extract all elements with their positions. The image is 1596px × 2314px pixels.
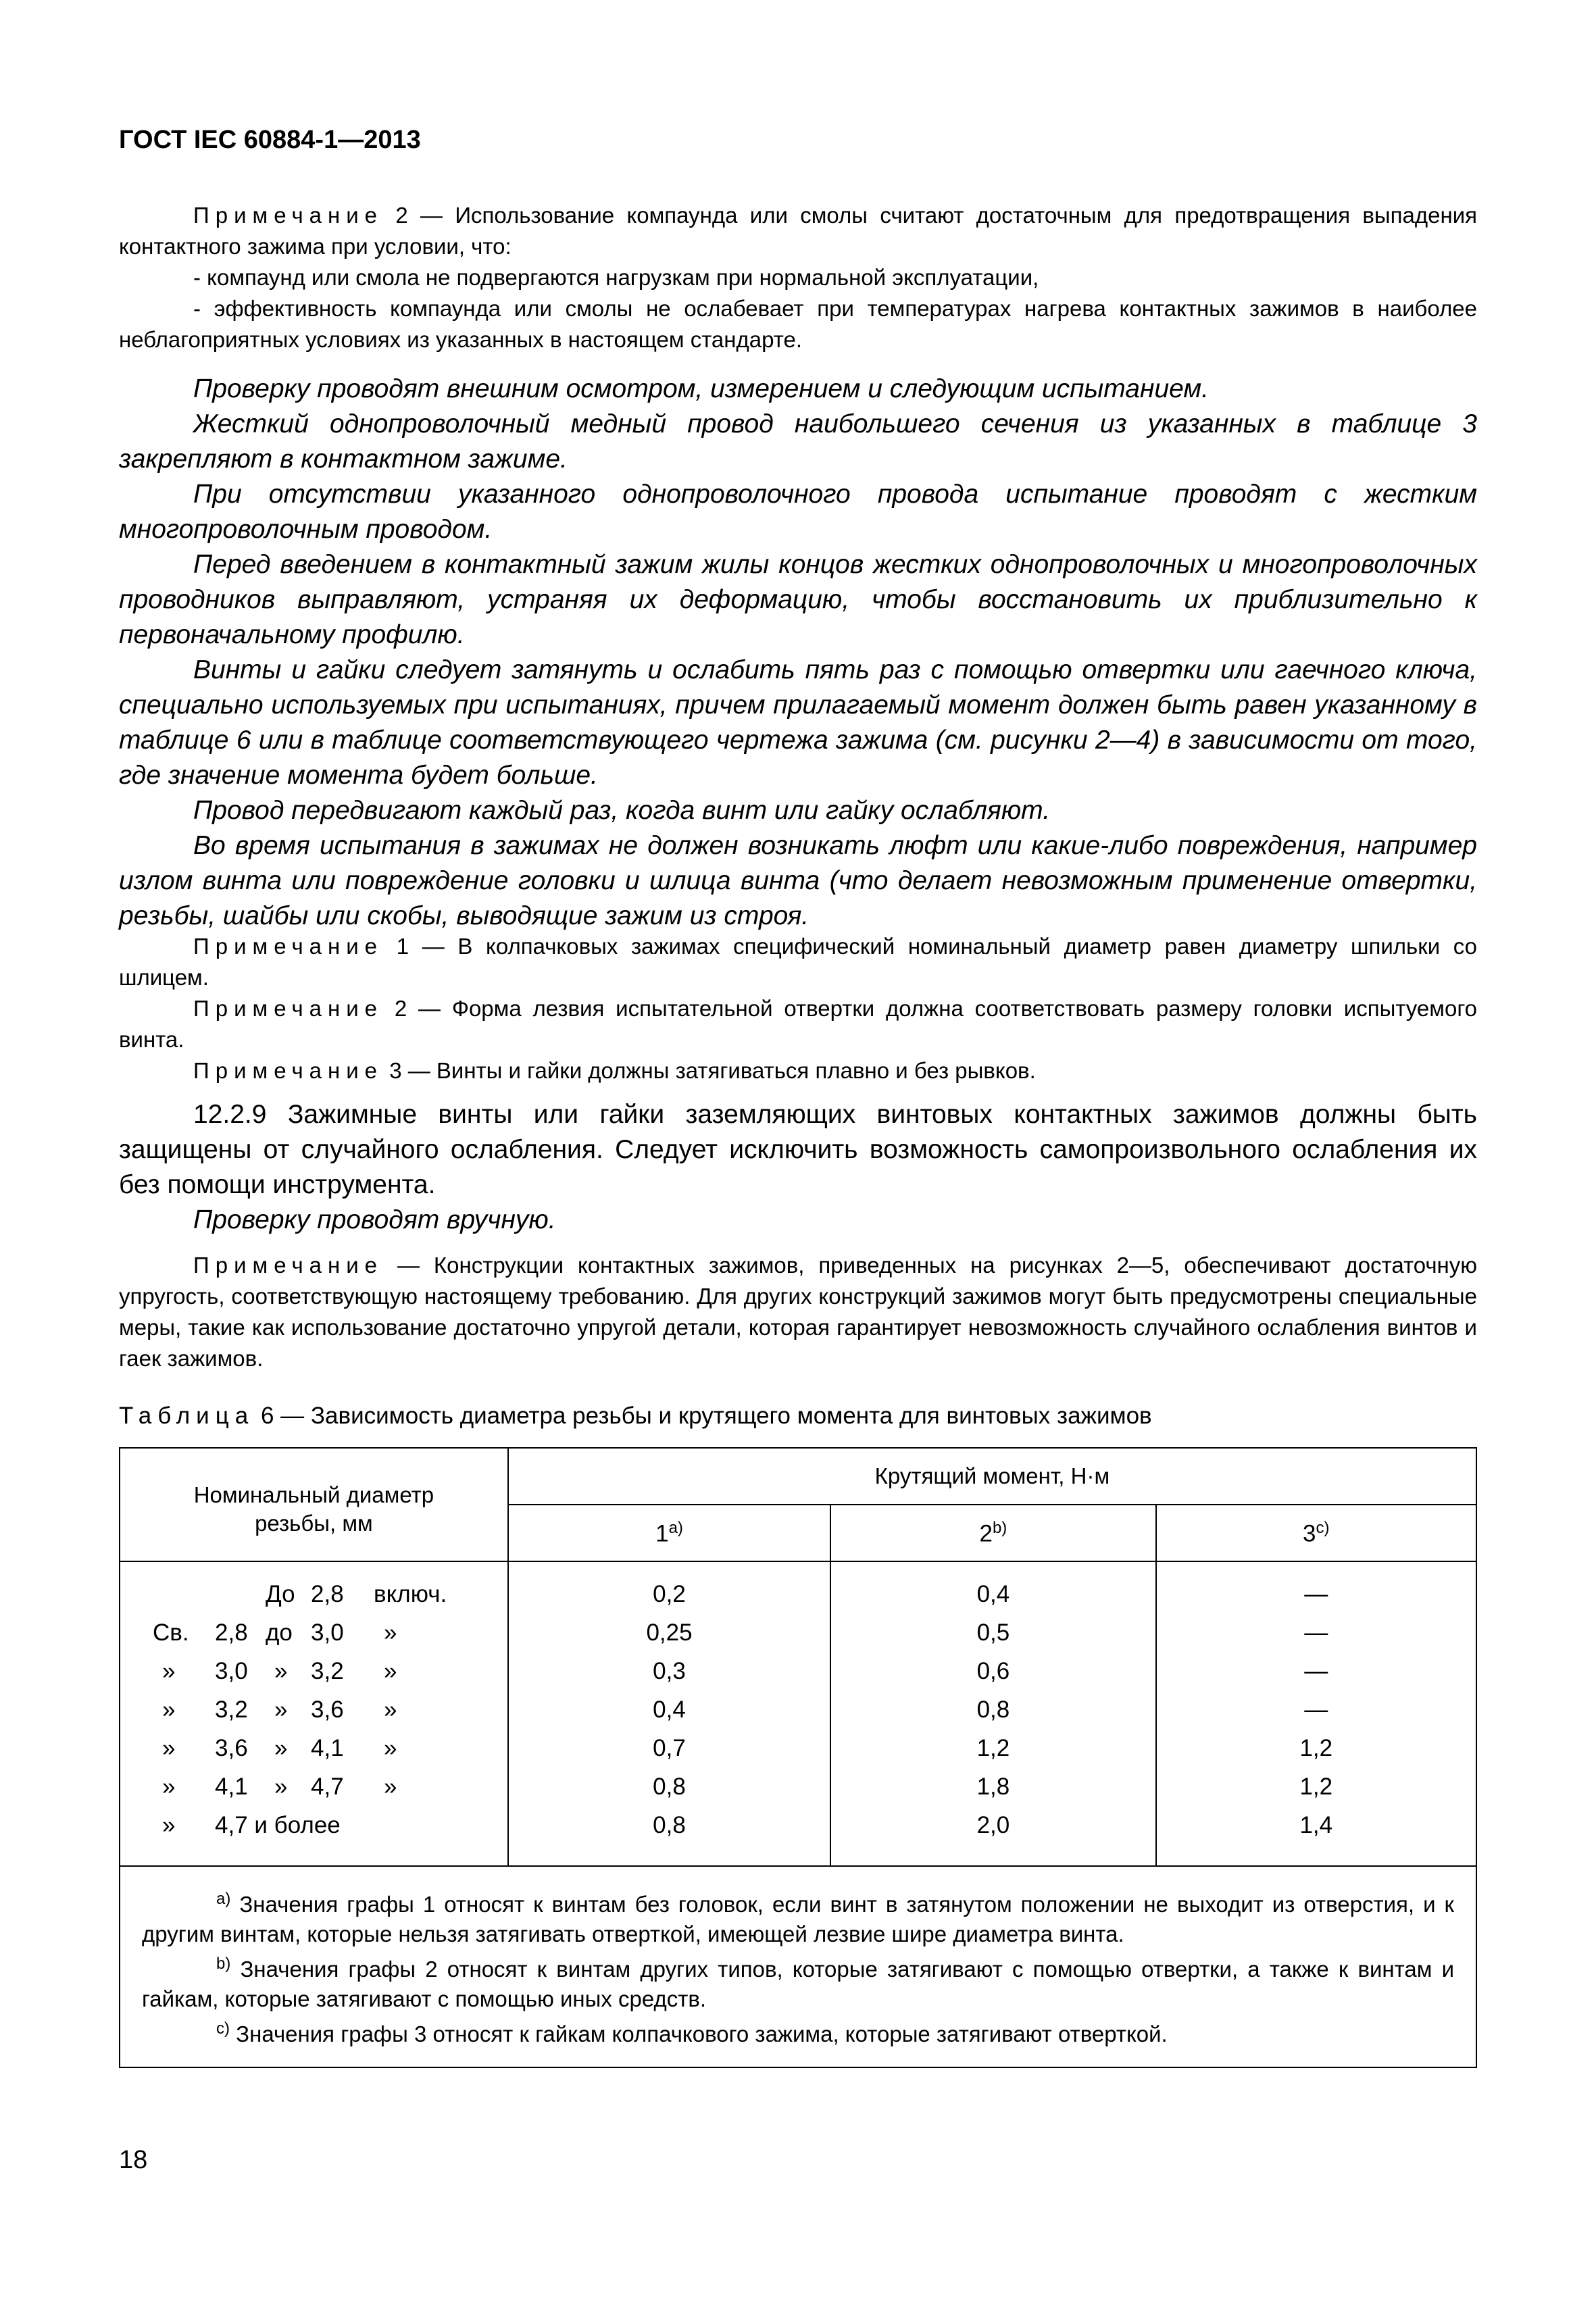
header-nominal-diameter <box>120 1448 508 1561</box>
diameter-prefix: » <box>162 1774 176 1800</box>
diameter-word: до <box>266 1619 293 1646</box>
note-word: Примечание <box>193 934 384 959</box>
test-paragraph: Перед введением в контактный зажим жилы концов жестких однопроволочных и многопроволочных проводников выправляют, устраняя их деформацию, чтобы восстановить их приблизительно к первоначальному профилю. <box>119 550 1477 649</box>
note-number: 1 <box>396 934 409 959</box>
note-paragraph <box>119 993 1477 1055</box>
subheader-col-1 <box>508 1505 830 1561</box>
document-header: ГОСТ IEC 60884-1—2013 <box>119 126 421 154</box>
diameter-suffix: » <box>384 1696 397 1723</box>
header-torque: Крутящий момент, Н·м <box>508 1448 1476 1505</box>
torque-value: 1,2 <box>1299 1735 1333 1761</box>
diameter-to: 3,2 <box>311 1658 344 1684</box>
torque-value: 0,5 <box>976 1619 1010 1646</box>
torque-value: 0,25 <box>646 1619 693 1646</box>
diameter-to: 4,1 <box>311 1735 344 1761</box>
note-item: - эффективность компаунда или смолы не ослабевает при температурах нагрева контактных зажимов в наиболее неблагоприятных условиях из указанных в настоящем стандарте. <box>119 296 1477 352</box>
subheader-sup: b) <box>992 1518 1007 1537</box>
diameter-prefix: » <box>162 1812 176 1838</box>
note-number: 3 <box>389 1058 402 1083</box>
note-paragraph <box>119 200 1477 262</box>
torque-value: 0,8 <box>976 1696 1010 1723</box>
diameter-row <box>120 1812 507 1851</box>
diameter-from: 3,2 <box>215 1696 248 1723</box>
diameter-row <box>120 1619 507 1658</box>
torque-value: 0,3 <box>653 1658 686 1684</box>
test-paragraph: Винты и гайки следует затянуть и ослабить пять раз с помощью отвертки или гаечного ключа, специально используемых при испытаниях, причем прилагаемый момент должен быть равен указанному в таблице 6 или в таблице соответствующего чертежа зажима (см. рисунки 2—4) в зависимости от того, где значение момента будет больше. <box>119 655 1477 790</box>
note-text: — Форма лезвия испытательной отвертки должна соответствовать размеру головки испытуемого винта. <box>119 996 1477 1052</box>
header-nominal-diameter-label: Номинальный диаметр резьбы, мм <box>193 1482 434 1536</box>
clause-12-2-9 <box>119 1097 1477 1238</box>
torque-value: 0,6 <box>976 1658 1010 1684</box>
page-number: 18 <box>119 2146 148 2174</box>
note-paragraph <box>119 1055 1477 1086</box>
diameter-suffix: » <box>384 1619 397 1646</box>
diameter-word: » <box>274 1774 288 1800</box>
subheader-num: 3 <box>1303 1520 1316 1547</box>
footnote <box>142 1884 1454 1949</box>
diameter-from: 4,1 <box>215 1774 248 1800</box>
torque-value: 1,2 <box>1299 1774 1333 1800</box>
subheader-col-2 <box>830 1505 1155 1561</box>
diameter-from: 4,7 и более <box>215 1812 341 1838</box>
diameter-to: 2,8 <box>311 1581 344 1607</box>
test-paragraph: Проверку проводят внешним осмотром, измерением и следующим испытанием. <box>193 374 1209 403</box>
test-procedure <box>119 372 1477 934</box>
torque-value: 0,8 <box>653 1774 686 1800</box>
torque-column-2 <box>830 1561 1155 1866</box>
subheader-sup: а) <box>668 1518 683 1537</box>
footnote-mark: c) <box>216 2019 230 2038</box>
note-paragraph <box>119 1250 1477 1374</box>
diameter-from: 2,8 <box>215 1619 248 1646</box>
footnote-mark: b) <box>216 1955 231 1973</box>
note-number: 2 <box>394 996 407 1021</box>
footnote-text: Значения графы 3 относят к гайкам колпачкового зажима, которые затягивают отверткой. <box>230 2021 1168 2046</box>
diameter-to: 4,7 <box>311 1774 344 1800</box>
diameter-row <box>120 1735 507 1774</box>
diameter-word: » <box>274 1658 288 1684</box>
diameter-row <box>120 1774 507 1812</box>
note-block-1 <box>119 200 1477 355</box>
torque-value: 2,0 <box>976 1812 1010 1838</box>
note-text: — В колпачковых зажимах специфический номинальный диаметр равен диаметру шпильки со шлицем. <box>119 934 1478 990</box>
note-word: Примечание <box>193 1058 384 1083</box>
test-paragraph: Провод передвигают каждый раз, когда винт или гайку ослабляют. <box>193 796 1051 825</box>
subheader-num: 2 <box>979 1520 993 1547</box>
table-caption-text: 6 — Зависимость диаметра резьбы и крутящего момента для винтовых зажимов <box>254 1403 1152 1429</box>
test-paragraph: Жесткий однопроволочный медный провод наибольшего сечения из указанных в таблице 3 закрепляют в контактном зажиме. <box>119 409 1477 474</box>
note-text: — Винты и гайки должны затягиваться плавно и без рывков. <box>401 1058 1036 1083</box>
note-text: — Использование компаунда или смолы считают достаточным для предотвращения выпадения контактного зажима при условии, что: <box>119 203 1477 259</box>
diameter-row <box>120 1696 507 1735</box>
torque-value: 0,4 <box>653 1696 686 1723</box>
diameter-column <box>120 1561 508 1866</box>
torque-value: 0,8 <box>653 1812 686 1838</box>
note-word: Примечание <box>193 996 384 1021</box>
note-word: Примечание <box>193 203 384 228</box>
torque-column-1 <box>508 1561 830 1866</box>
diameter-from: 3,0 <box>215 1658 248 1684</box>
footnote-text: Значения графы 1 относят к винтам без головок, если винт в затянутом положении не выходит из отверстия, и к другим винтам, которые нельзя затягивать отверткой, имеющей лезвие шире диаметра винта. <box>142 1892 1454 1946</box>
diameter-suffix: включ. <box>374 1581 447 1607</box>
torque-value: — <box>1304 1581 1328 1607</box>
diameter-to: 3,6 <box>311 1696 344 1723</box>
diameter-suffix: » <box>384 1774 397 1800</box>
footnote-mark: а) <box>216 1890 231 1908</box>
notes-block-2 <box>119 931 1477 1086</box>
subheader-col-3 <box>1156 1505 1476 1561</box>
diameter-to: 3,0 <box>311 1619 344 1646</box>
note-number: 2 <box>395 203 408 228</box>
diameter-row <box>120 1581 507 1619</box>
torque-column-3 <box>1156 1561 1476 1866</box>
torque-value: — <box>1304 1619 1328 1646</box>
torque-value: 0,7 <box>653 1735 686 1761</box>
table-footnotes <box>120 1866 1476 2067</box>
diameter-from: 3,6 <box>215 1735 248 1761</box>
table-caption-word: Таблица <box>119 1403 255 1429</box>
clause-check: Проверку проводят вручную. <box>193 1205 556 1234</box>
torque-value: 1,4 <box>1299 1812 1333 1838</box>
diameter-suffix: » <box>384 1735 397 1761</box>
note-text: — Конструкции контактных зажимов, приведенных на рисунках 2—5, обеспечивают достаточную упругость, соответствующую настоящему требованию. Для других конструкций зажимов могут быть предусмотрены специальные меры, такие как использование достаточно упругой детали, которая гарантирует невозможность случайного ослабления винтов и гаек зажимов. <box>119 1253 1477 1371</box>
note-block-3 <box>119 1250 1477 1374</box>
diameter-prefix: » <box>162 1658 176 1684</box>
diameter-word: » <box>274 1696 288 1723</box>
torque-value: 1,8 <box>976 1774 1010 1800</box>
footnote-text: Значения графы 2 относят к винтам других типов, которые затягивают с помощью отвертки, а также к винтам и гайкам, которые затягивают с помощью иных средств. <box>142 1957 1454 2011</box>
diameter-row <box>120 1658 507 1696</box>
diameter-word: До <box>266 1581 295 1607</box>
test-paragraph: При отсутствии указанного однопроволочного провода испытание проводят с жестким многопроволочным проводом. <box>119 480 1477 544</box>
torque-value: 0,2 <box>653 1581 686 1607</box>
table-caption <box>119 1403 1477 1430</box>
footnote <box>142 2014 1454 2049</box>
note-item: - компаунд или смола не подвергаются нагрузкам при нормальной эксплуатации, <box>193 265 1039 290</box>
torque-value: 0,4 <box>976 1581 1010 1607</box>
diameter-prefix: » <box>162 1696 176 1723</box>
note-paragraph <box>119 931 1477 993</box>
footnote <box>142 1949 1454 2014</box>
torque-table <box>119 1447 1477 2068</box>
test-paragraph: Во время испытания в зажимах не должен возникать люфт или какие-либо повреждения, например излом винта или повреждение головки и шлица винта (что делает невозможным применение отвертки, резьбы, шайбы или скобы, выводящие зажим из строя. <box>119 831 1477 930</box>
torque-value: 1,2 <box>976 1735 1010 1761</box>
note-word: Примечание <box>193 1253 384 1278</box>
diameter-suffix: » <box>384 1658 397 1684</box>
subheader-sup: c) <box>1316 1518 1330 1537</box>
diameter-prefix: Св. <box>153 1619 189 1646</box>
torque-value: — <box>1304 1658 1328 1684</box>
diameter-word: » <box>274 1735 288 1761</box>
torque-value: — <box>1304 1696 1328 1723</box>
clause-text: 12.2.9 Зажимные винты или гайки заземляющих винтовых контактных зажимов должны быть защищены от случайного ослабления. Следует исключить возможность самопроизвольного ослабления их без помощи инструмента. <box>119 1100 1477 1199</box>
subheader-num: 1 <box>655 1520 669 1547</box>
diameter-prefix: » <box>162 1735 176 1761</box>
